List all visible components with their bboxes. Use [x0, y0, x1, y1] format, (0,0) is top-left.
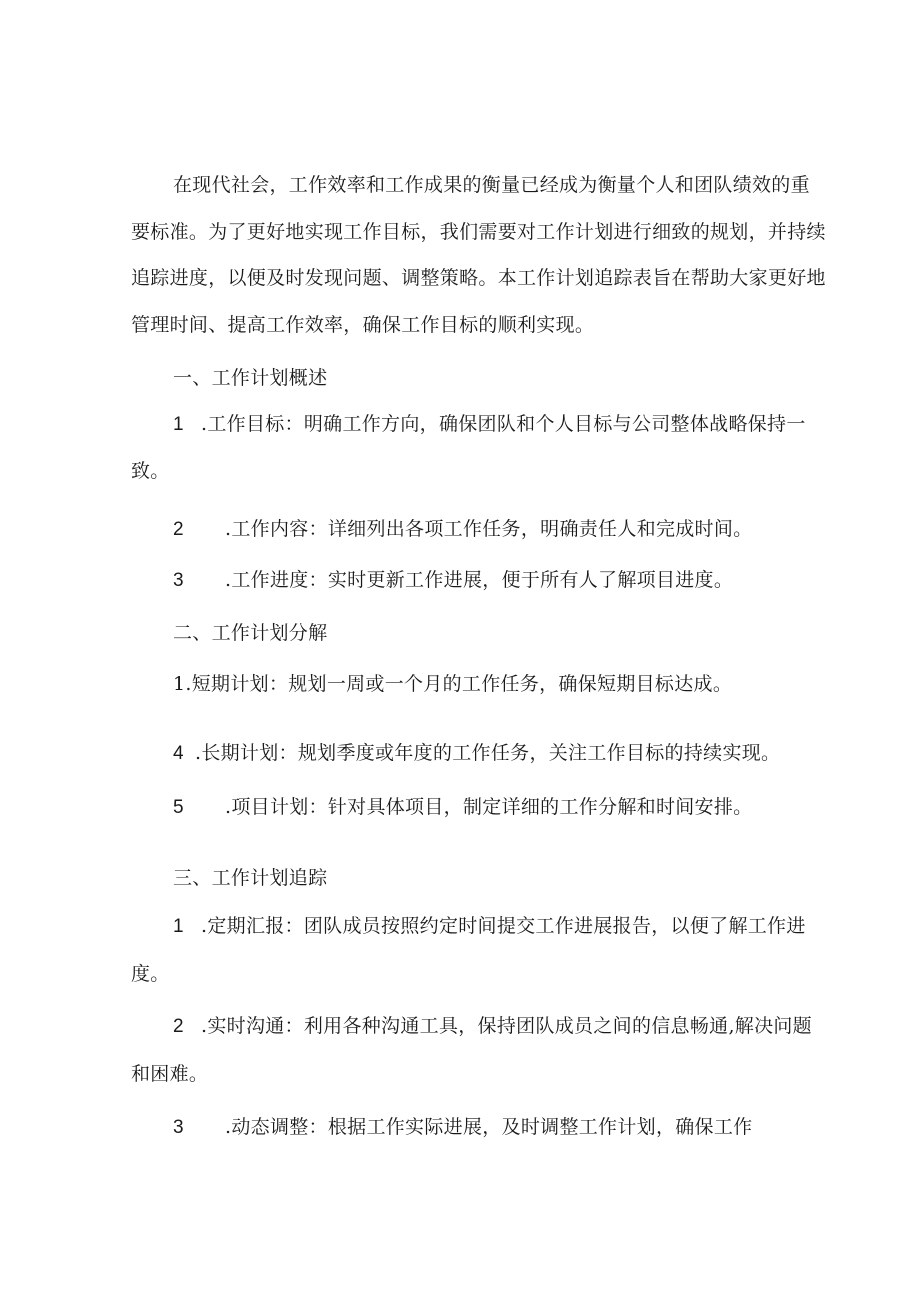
list-item-number: 3: [173, 1117, 184, 1138]
list-item-number: 2: [173, 1016, 184, 1037]
list-item-text: .工作目标：明确工作方向，确保团队和个人目标与公司整体战略保持一: [201, 413, 806, 435]
section-heading-2: 二、工作计划分解: [173, 622, 328, 644]
list-item-text: .动态调整：根据工作实际进展，及时调整工作计划，确保工作: [225, 1116, 753, 1138]
list-item-text: .工作进度：实时更新工作进展，便于所有人了解项目进度。: [225, 569, 734, 591]
list-item: [173, 1014, 812, 1039]
list-item-text: .实时沟通：利用各种沟通工具，保持团队成员之间的信息畅通,解决问题: [201, 1015, 812, 1037]
intro-line-4: 管理时间、提高工作效率，确保工作目标的顺利实现。: [131, 314, 595, 336]
list-item: 1.短期计划：规划一周或一个月的工作任务，确保短期目标达成。: [173, 673, 733, 695]
list-item-text: .定期汇报：团队成员按照约定时间提交工作进展报告，以便了解工作进: [201, 915, 806, 937]
list-item-text: .长期计划：规划季度或年度的工作任务，关注工作目标的持续实现。: [195, 742, 781, 764]
list-item-number: 1: [173, 414, 184, 435]
list-item-number: 1: [173, 916, 184, 937]
list-item-number: 4: [173, 743, 184, 764]
list-item-number: 3: [173, 570, 184, 591]
list-item: [173, 795, 752, 820]
intro-line-3: 追踪进度，以便及时发现问题、调整策略。本工作计划追踪表旨在帮助大家更好地: [131, 267, 826, 289]
list-item-number: 5: [173, 797, 184, 818]
list-item-continuation: 致。: [131, 460, 170, 482]
list-item: [173, 568, 733, 593]
list-item: [173, 1115, 752, 1140]
list-item-continuation: 度。: [131, 963, 170, 985]
list-item-text: .项目计划：针对具体项目，制定详细的工作分解和时间安排。: [225, 796, 753, 818]
intro-line-1: 在现代社会，工作效率和工作成果的衡量已经成为衡量个人和团队绩效的重: [173, 174, 810, 196]
list-item: [173, 914, 806, 939]
list-item: [173, 517, 752, 542]
list-item: [173, 412, 806, 437]
list-item-text: .工作内容：详细列出各项工作任务，明确责任人和完成时间。: [225, 518, 753, 540]
intro-line-2: 要标准。为了更好地实现工作目标，我们需要对工作计划进行细致的规划，并持续: [131, 221, 826, 243]
list-item-continuation: 和困难。: [131, 1063, 209, 1085]
section-heading-1: 一、工作计划概述: [173, 367, 328, 389]
list-item-number: 2: [173, 519, 184, 540]
section-heading-3: 三、工作计划追踪: [173, 867, 328, 889]
list-item: [173, 741, 780, 766]
